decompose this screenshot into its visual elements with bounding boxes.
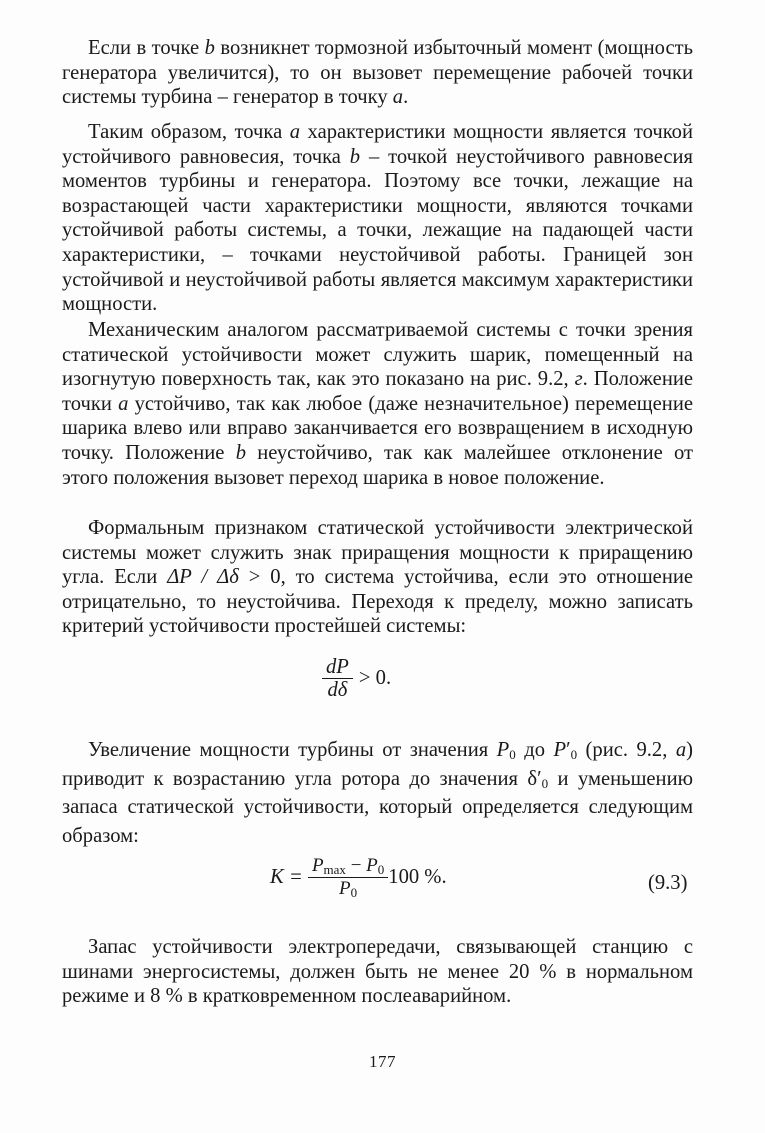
text-run: устойчиво, так как любое (даже незначительное) перемещение шарика влево или вправо заканчивается его возвращением в исходную точку. Положение [62,392,693,464]
text-run: до [515,739,554,761]
stability-reserve-equation [270,855,447,900]
text-run: . [403,86,409,109]
inequality-rest: > 0. [358,667,392,689]
paragraph-1 [62,36,693,110]
variable: b [349,145,361,168]
figure-letter: г [574,368,583,391]
fraction-numerator: dP [322,656,353,679]
derivative-fraction [322,656,353,701]
reserve-fraction [308,855,388,900]
prime-mark: ′ [566,739,571,761]
variable: b [235,441,246,464]
text-run: Формальным признаком статической устойчивости электрической системы может служить знак приращения мощности к приращению угла. Если [62,517,693,589]
variable: δ [527,767,538,790]
paragraph-2 [62,120,693,317]
text-run: характеристики мощности является точкой устойчивого равновесия, точка [62,121,693,168]
text-run: Запас устойчивости электропередачи, связывающей станцию с шинами энергосистемы, должен быть не менее 20 % в нормальном режиме и 8 % в кратковременном послеаварийном. [62,936,693,1008]
text-run: Таким образом, точка [88,121,290,143]
variable: P [311,855,324,876]
text-run: Увеличение мощности турбины от значения [88,739,497,761]
text-run: ) приводит к возрастанию угла ротора до значения [62,739,693,790]
subscript: 0 [570,747,578,762]
variable: P [366,855,378,876]
variable: a [289,121,301,143]
text-run: Если в точке [88,37,205,59]
subscript: max [323,862,346,877]
text-run: Механическим аналогом рассматриваемой системы с точки зрения статической устойчивости может служить шарик, помещенный на изогнутую поверхность так, как это показано на рис. 9.2, [62,319,693,391]
text-run: и уменьшению запаса статической устойчивости, который определяется следующим образом: [62,767,693,847]
variable: a [392,86,404,109]
subscript: 0 [509,747,516,762]
fraction-denominator: dδ [327,679,348,701]
paragraph-5 [62,736,693,850]
variable: b [204,37,215,59]
ratio-expression: ΔP / Δδ [167,566,239,589]
page-number: 177 [369,1052,396,1071]
paragraph-4 [62,516,693,639]
subscript: 0 [377,862,385,877]
equation-lhs: K = [270,866,303,888]
fraction-denominator [308,878,388,900]
text-run: (рис. 9.2, [577,739,676,761]
equation-number: (9.3) [648,872,688,894]
text-run: возникнет тормозной избыточный момент (мощность генератора увеличится), то он вызовет перемещение рабочей точки системы турбина – генератор в точку [62,37,694,109]
fraction-numerator [308,855,388,878]
variable: P [553,739,567,761]
text-run: неустойчиво, так как малейшее отклонение от этого положения вызовет переход шарика в новое положение. [62,441,693,489]
subscript: 0 [350,885,358,900]
figure-letter: a [675,739,687,761]
text-run: . Положение точки [62,368,693,415]
variable: P [496,739,510,761]
equation-rest: 100 %. [388,866,447,888]
text-run: > 0, то система устойчива, если это отношение отрицательно, то неустойчива. Переходя к пределу, можно записать критерий устойчивости простейшей системы: [62,566,693,638]
variable: a [118,392,129,415]
subscript: 0 [541,775,549,791]
variable: P [339,878,351,899]
paragraph-6 [62,935,693,1009]
text-run: – точкой неустойчивого равновесия моментов турбины и генератора. Поэтому все точки, лежащие на возрастающей части характеристики мощности, являются точками устойчивой работы системы, а точки, лежащие на падающей части характеристики, – точками неустойчивой работы. Границей зон устойчивой и неустойчивой работы является максимум характеристики мощности. [62,145,693,316]
paragraph-3 [62,318,693,490]
minus-sign: − [345,855,367,876]
stability-criterion-equation [322,656,391,701]
prime-mark: ′ [537,767,542,790]
